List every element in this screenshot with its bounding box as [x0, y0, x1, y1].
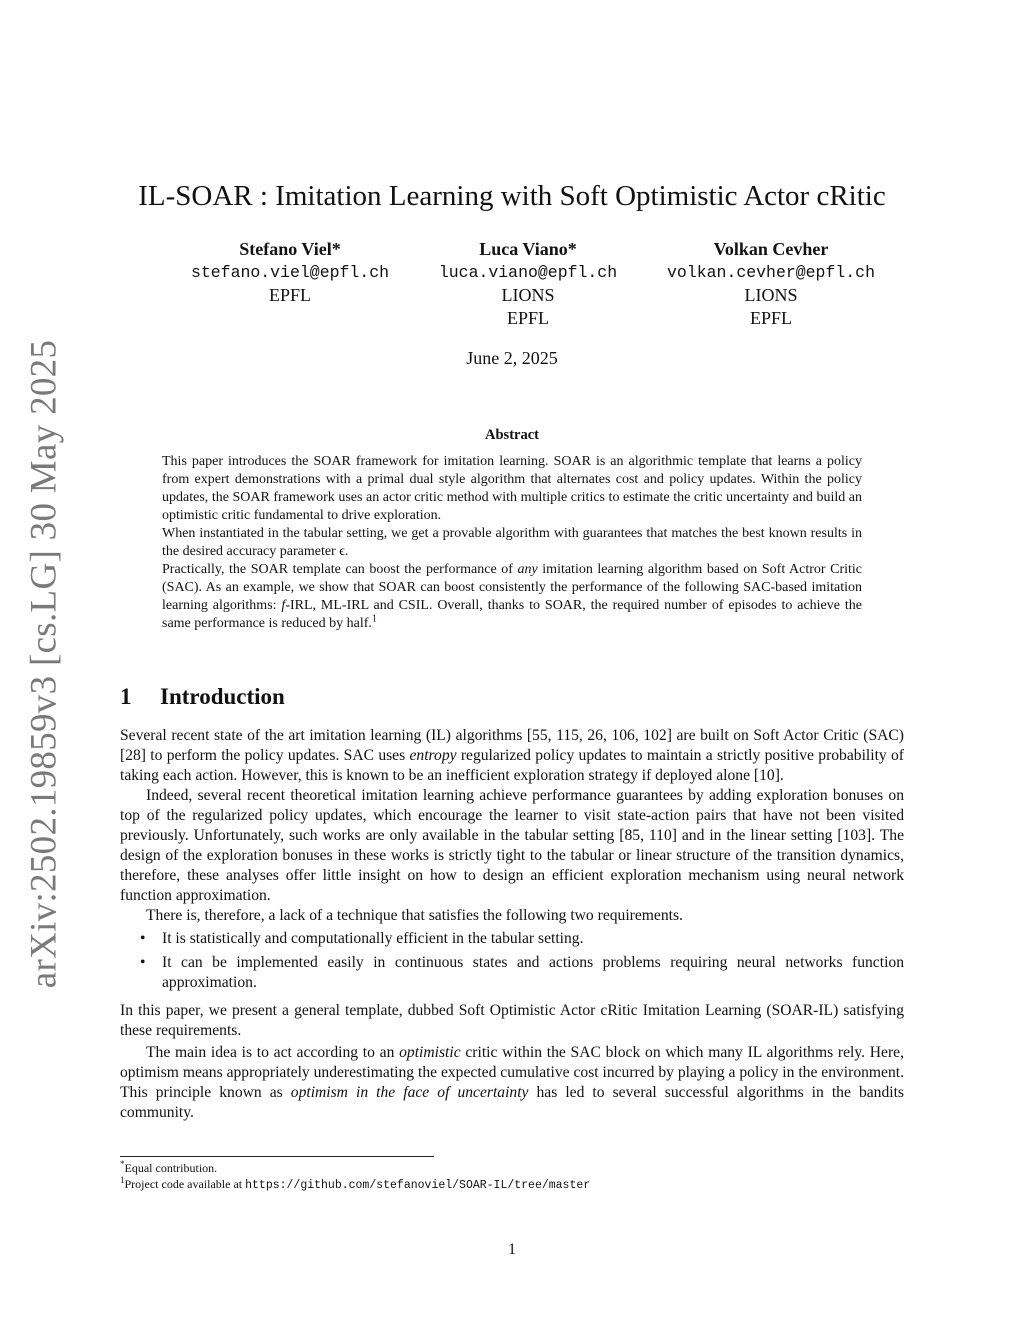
abstract-paragraph: This paper introduces the SOAR framework for imitation learning. SOAR is an algorithmic template that learns a policy from expert demonstrations with a primal dual style algorithm that alternates cost and policy updates. Within the policy updates, the SOAR framework uses an actor critic method with multiple critics to estimate the critic uncertainty and build an optimistic critic fundamental to drive exploration.: [162, 454, 862, 523]
bullet-icon: •: [140, 930, 146, 947]
author-email[interactable]: stefano.viel@epfl.ch: [190, 263, 390, 282]
author-name: Luca Viano*: [479, 239, 577, 259]
author-affiliation: LIONS: [744, 285, 798, 305]
author-block-3: [641, 238, 901, 330]
emphasis: optimism in the face of uncertainty: [290, 1084, 529, 1101]
bullet-icon: •: [140, 954, 146, 971]
body-paragraph: Several recent state of the art imitation learning (IL) algorithms [55, 115, 26, 106, 102] are built on Soft Actor Critic (SAC) [28] to perform the policy updates. SAC uses entropy regularized policy updates to maintain a strictly positive probability of taking each action. However, this is known to be an inefficient exploration strategy if deployed alone [10].: [120, 727, 904, 784]
project-code-link[interactable]: https://github.com/stefanoviel/SOAR-IL/tree/master: [245, 1179, 591, 1192]
paper-date: June 2, 2025: [466, 348, 558, 368]
requirements-list: [120, 929, 904, 993]
author-email[interactable]: luca.viano@epfl.ch: [438, 263, 618, 282]
author-affiliation: EPFL: [749, 308, 792, 328]
author-block-2: [398, 238, 658, 330]
paper-title: IL-SOAR : Imitation Learning with Soft Optimistic Actor cRitic: [138, 180, 886, 212]
emphasis: entropy: [409, 747, 457, 764]
emphasis: f: [281, 598, 286, 613]
section-number: 1: [120, 684, 132, 709]
body-paragraph: There is, therefore, a lack of a technique that satisfies the following two requirements.: [146, 907, 683, 924]
author-email[interactable]: volkan.cevher@epfl.ch: [667, 263, 875, 282]
list-item: • It is statistically and computationally efficient in the tabular setting.: [140, 930, 584, 947]
footnote-mark: 1: [120, 1175, 125, 1185]
author-name: Stefano Viel*: [239, 239, 341, 259]
footnote-equal-contribution: *Equal contribution.: [120, 1159, 218, 1175]
body-paragraph: The main idea is to act according to an optimistic critic within the SAC block on which many IL algorithms rely. Here, optimism means appropriately underestimating the expected cumulative cost incurred by playing a policy in the environment. This principle known as optimism in the face of uncertainty has led to several successful algorithms in the bandits community.: [120, 1044, 904, 1121]
section-title: Introduction: [160, 684, 285, 709]
footnote-mark: *: [120, 1159, 125, 1169]
section-heading: [120, 684, 285, 710]
body-paragraph: Indeed, several recent theoretical imitation learning achieve performance guarantees by adding exploration bonuses on top of the regularized policy updates, which encourage the learner to visit state-action pairs that have not been visited previously. Unfortunately, such works are only available in the tabular setting [85, 110] and in the linear setting [103]. The design of the exploration bonuses in these works is strictly tight to the tabular or linear structure of the transition dynamics, therefore, these analyses offer little insight on how to design an efficient exploration mechanism using neural network function approximation.: [120, 787, 904, 904]
introduction-body: [120, 726, 904, 1123]
footnote-project-code: $^1$Project code available at https://github.com/stefanoviel/SOAR-IL/tree/master: [120, 1175, 591, 1192]
abstract-heading: Abstract: [485, 427, 539, 443]
author-name: Volkan Cevher: [713, 239, 829, 259]
page-number: 1: [508, 1241, 516, 1258]
abstract-paragraph: Practically, the SOAR template can boost the performance of any imitation learning algorithm based on Soft Actror Critic (SAC). As an example, we show that SOAR can boost consistently the performance of the following SAC-based imitation learning algorithms: f-IRL, ML-IRL and CSIL. Overall, thanks to SOAR, the required number of episodes to achieve the same performance is reduced by half.$^1$: [162, 562, 862, 631]
footnote-divider: [120, 1156, 434, 1157]
author-affiliation: EPFL: [268, 285, 311, 305]
author-affiliation: EPFL: [506, 308, 549, 328]
abstract-body: [162, 453, 862, 633]
author-block-1: [160, 238, 420, 307]
arxiv-identifier-stamp: arXiv:2502.19859v3 [cs.LG] 30 May 2025: [23, 339, 65, 989]
author-affiliation: LIONS: [501, 285, 555, 305]
footnote-marker[interactable]: 1: [371, 613, 377, 625]
abstract-paragraph: When instantiated in the tabular setting, we get a provable algorithm with guarantees that matches the best known results in the desired accuracy parameter ϵ.: [162, 526, 862, 559]
body-paragraph: In this paper, we present a general template, dubbed Soft Optimistic Actor cRitic Imitation Learning (SOAR-IL) satisfying these requirements.: [120, 1002, 904, 1039]
emphasis: optimistic: [399, 1044, 461, 1061]
emphasis: any: [517, 562, 538, 577]
list-item: • It can be implemented easily in continuous states and actions problems requiring neural networks function approximation.: [140, 954, 904, 991]
